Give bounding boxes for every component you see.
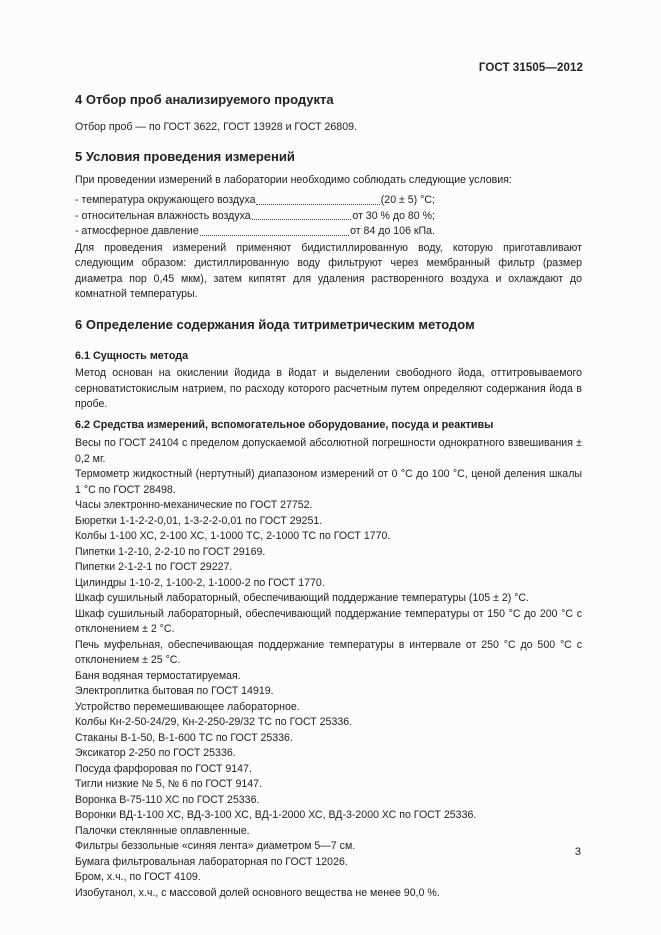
list-item: Стаканы В-1-50, В-1-600 ТС по ГОСТ 25336.	[75, 731, 293, 744]
section-6-title: 6 Определение содержания йода титриметрическим методом	[75, 317, 475, 332]
list-item: Бумага фильтровальная лабораторная по ГОСТ 12026.	[75, 855, 348, 868]
condition-humidity	[75, 209, 435, 225]
condition-value: от 84 до 106 кПа.	[350, 225, 435, 238]
list-item: Посуда фарфоровая по ГОСТ 9147.	[75, 762, 252, 775]
condition-value: (20 ± 5) °С;	[380, 194, 435, 206]
equipment-list	[75, 436, 582, 901]
section-6-2-title: 6.2 Средства измерений, вспомогательное оборудование, посуда и реактивы	[75, 419, 494, 431]
list-item: Термометр жидкостный (нертутный) диапазоном измерений от 0 °С до 100 °С, ценой деления шкалы 1 °С по ГОСТ 28498.	[75, 468, 582, 496]
list-item: Печь муфельная, обеспечивающая поддержание температуры в интервале от 250 °С до 500 °С с отклонением ± 25 °С.	[75, 638, 582, 666]
list-item: Пипетки 1-2-10, 2-2-10 по ГОСТ 29169.	[75, 545, 266, 558]
section-6-1-text: Метод основан на окислении йодида в йодат и выделении свободного йода, оттитровываемого серноватистокислым натрием, по расходу которого расчетным путем определяют содержания йода в пробе.	[75, 367, 582, 411]
section-5-intro: При проведении измерений в лаборатории необходимо соблюдать следующие условия:	[75, 174, 512, 186]
list-item: Эксикатор 2-250 по ГОСТ 25336.	[75, 747, 236, 759]
leader-dots	[256, 193, 379, 205]
list-item: Электроплитка бытовая по ГОСТ 14919.	[75, 685, 274, 697]
list-item: Шкаф сушильный лабораторный, обеспечивающий поддержание температуры от 150 °С до 200 °С с отклонением ± 2 °С.	[75, 607, 582, 635]
list-item: Пипетки 2-1-2-1 по ГОСТ 29227.	[75, 561, 233, 573]
section-4-title: 4 Отбор проб анализируемого продукта	[75, 92, 334, 107]
list-item: Цилиндры 1-10-2, 1-100-2, 1-1000-2 по ГОСТ 1770.	[75, 576, 325, 589]
condition-value: от 30 % до 80 %;	[352, 209, 435, 222]
leader-dots	[200, 224, 349, 236]
condition-temperature	[75, 193, 435, 209]
condition-pressure	[75, 224, 435, 240]
page-number: 3	[574, 846, 581, 858]
list-item: Баня водяная термостатируемая.	[75, 669, 241, 682]
list-item: Фильтры беззольные «синяя лента» диаметром 5—7 см.	[75, 840, 356, 852]
water-preparation-text: Для проведения измерений применяют бидистиллированную воду, которую приготавливают следующим образом: дистиллированную воду фильтруют через мембранный фильтр (размер диаметра пор 0,45 мкм), затем кипятят для удаления растворенного воздуха и охлаждают до комнатной температуры.	[75, 242, 582, 301]
list-item: Тигли низкие № 5, № 6 по ГОСТ 9147.	[75, 778, 263, 790]
condition-label: - относительная влажность воздуха	[75, 209, 251, 222]
list-item: Колбы Кн-2-50-24/29, Кн-2-250-29/32 ТС по ГОСТ 25336.	[75, 716, 353, 728]
leader-dots	[252, 209, 352, 221]
list-item: Шкаф сушильный лабораторный, обеспечивающий поддержание температуры (105 ± 2) °С.	[75, 592, 530, 604]
conditions-list	[75, 193, 435, 240]
condition-label: - температура окружающего воздуха	[75, 194, 256, 206]
list-item: Палочки стеклянные оплавленные.	[75, 824, 250, 837]
list-item: Весы по ГОСТ 24104 с пределом допускаемой абсолютной погрешности однократного взвешивания ± 0,2 мг.	[75, 437, 582, 465]
list-item: Изобутанол, х.ч., с массовой долей основного вещества не менее 90,0 %.	[75, 886, 440, 899]
list-item: Устройство перемешивающее лабораторное.	[75, 700, 300, 713]
document-header: ГОСТ 31505—2012	[478, 62, 583, 74]
list-item: Воронки ВД-1-100 ХС, ВД-3-100 ХС, ВД-1-2000 ХС, ВД-3-2000 ХС по ГОСТ 25336.	[75, 809, 477, 821]
condition-label: - атмосферное давление	[75, 225, 199, 238]
list-item: Колбы 1-100 ХС, 2-100 ХС, 1-1000 ТС, 2-1000 ТС по ГОСТ 1770.	[75, 530, 391, 542]
list-item: Бюретки 1-1-2-2-0,01, 1-3-2-2-0,01 по ГОСТ 29251.	[75, 514, 323, 527]
list-item: Бром, х.ч., по ГОСТ 4109.	[75, 871, 201, 883]
section-4-text: Отбор проб — по ГОСТ 3622, ГОСТ 13928 и ГОСТ 26809.	[75, 121, 357, 133]
section-5-title: 5 Условия проведения измерений	[75, 149, 295, 164]
list-item: Воронка В-75-110 ХС по ГОСТ 25336.	[75, 793, 260, 806]
section-6-1-title: 6.1 Сущность метода	[75, 350, 189, 362]
list-item: Часы электронно-механические по ГОСТ 27752.	[75, 499, 313, 511]
